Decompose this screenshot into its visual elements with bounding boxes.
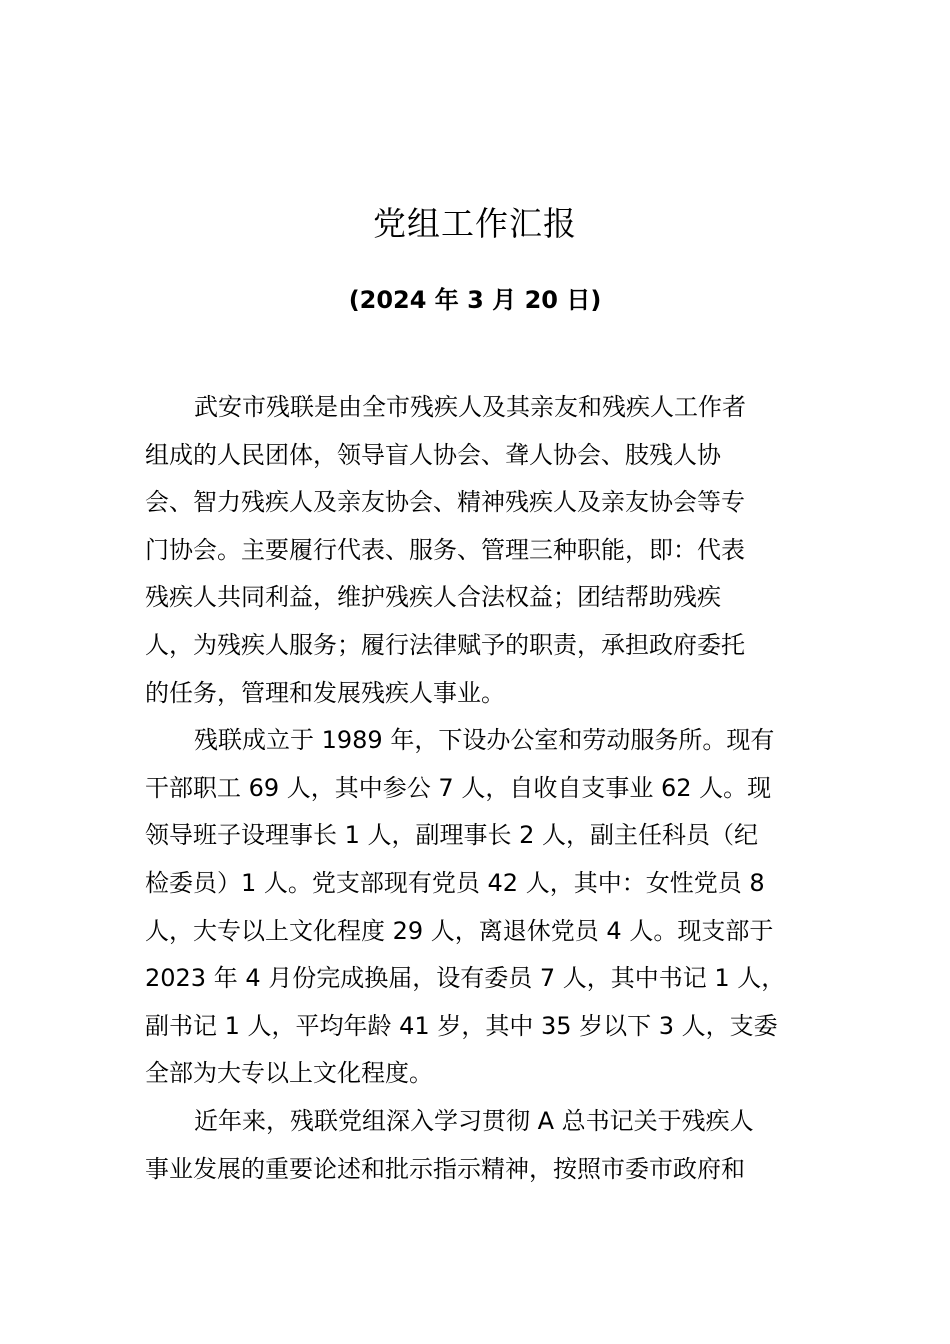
paragraph-3-line: 事业发展的重要论述和批示指示精神，按照市委市政府和 bbox=[145, 1154, 745, 1183]
paragraph-2-line: 干部职工 69 人，其中参公 7 人，自收自支事业 62 人。现 bbox=[145, 773, 772, 802]
paragraph-2-line: 2023 年 4 月份完成换届，设有委员 7 人，其中书记 1 人， bbox=[145, 964, 786, 993]
paragraph-1-line: 会、智力残疾人及亲友协会、精神残疾人及亲友协会等专 bbox=[145, 488, 745, 517]
paragraph-2-line: 残联成立于 1989 年，下设办公室和劳动服务所。现有 bbox=[194, 726, 775, 755]
paragraph-1-line: 残疾人共同利益，维护残疾人合法权益；团结帮助残疾 bbox=[145, 583, 721, 612]
paragraph-1-line: 的任务，管理和发展残疾人事业。 bbox=[145, 678, 505, 707]
paragraph-1-line: 门协会。主要履行代表、服务、管理三种职能，即：代表 bbox=[145, 535, 745, 564]
paragraph-2-line: 全部为大专以上文化程度。 bbox=[145, 1059, 433, 1088]
paragraph-2-line: 人，大专以上文化程度 29 人，离退休党员 4 人。现支部于 bbox=[145, 916, 774, 945]
document-title: 党组工作汇报 bbox=[373, 204, 577, 243]
document-body bbox=[145, 384, 810, 1193]
paragraph-2-line: 领导班子设理事长 1 人，副理事长 2 人，副主任科员（纪 bbox=[145, 821, 759, 850]
paragraph-2-line: 副书记 1 人，平均年龄 41 岁，其中 35 岁以下 3 人，支委 bbox=[145, 1011, 778, 1040]
document-date: (2024 年 3 月 20 日) bbox=[348, 286, 602, 314]
paragraph-1-line: 武安市残联是由全市残疾人及其亲友和残疾人工作者 bbox=[194, 393, 746, 421]
paragraph-3-line: 近年来，残联党组深入学习贯彻 A 总书记关于残疾人 bbox=[194, 1106, 754, 1135]
paragraph-1-line: 人，为残疾人服务；履行法律赋予的职责，承担政府委托 bbox=[145, 630, 745, 659]
paragraph-1-line: 组成的人民团体，领导盲人协会、聋人协会、肢残人协 bbox=[145, 440, 721, 469]
paragraph-2-line: 检委员）1 人。党支部现有党员 42 人，其中：女性党员 8 bbox=[145, 868, 765, 897]
